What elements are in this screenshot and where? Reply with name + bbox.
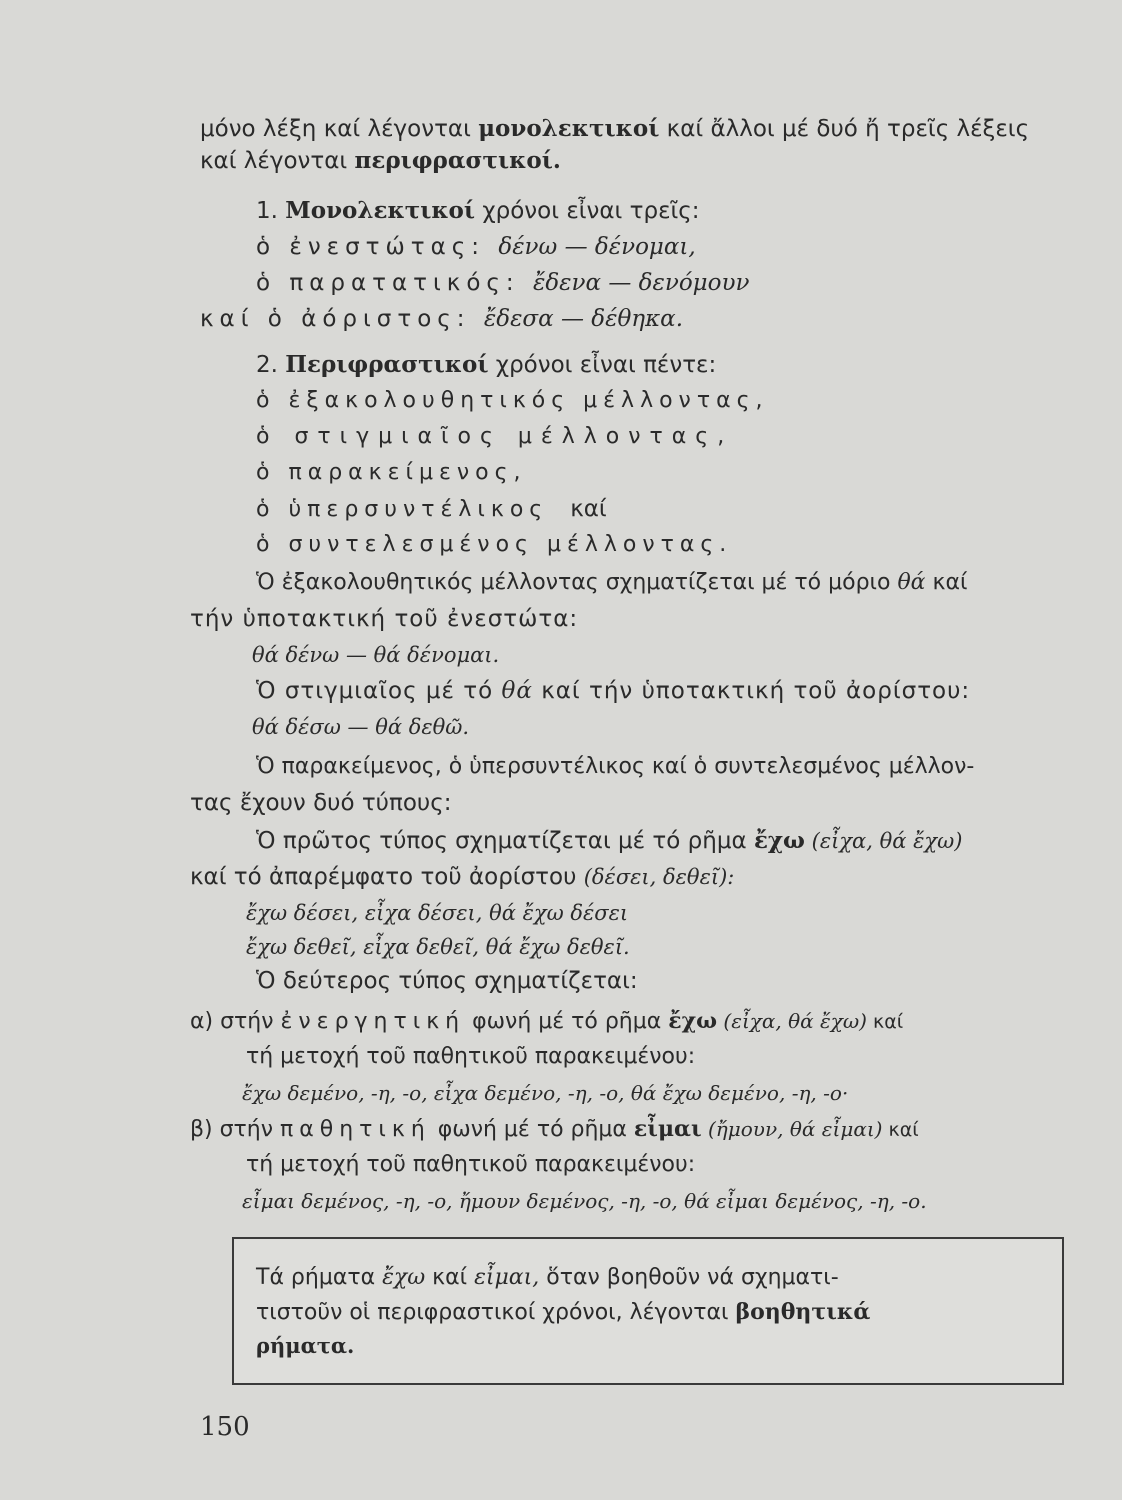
tense-line: ὁ παρακείμενος, bbox=[256, 460, 527, 485]
example-line: θά δένω — θά δένομαι. bbox=[252, 643, 500, 667]
note-line: Τά ρήματα ἔχω καί εἶμαι, ὅταν βοηθοῦν νά σχηματι- bbox=[256, 1265, 839, 1290]
example-line: ἔχω δέσει, εἶχα δέσει, θά ἔχω δέσει bbox=[246, 901, 629, 925]
term-perifrastikoi: περιφραστικοί. bbox=[354, 147, 561, 174]
text-line: καί λέγονται περιφραστικοί. bbox=[200, 147, 561, 174]
section-1-heading: 1. Μονολεκτικοί χρόνοι εἶναι τρεῖς: bbox=[256, 197, 700, 224]
note-line: ρήματα. bbox=[256, 1333, 355, 1358]
example-line: θά δέσω — θά δεθῶ. bbox=[252, 715, 470, 739]
text-line: μόνο λέξη καί λέγονται μονολεκτικοί καί ἄλλοι μέ δυό ἤ τρεῖς λέξεις bbox=[200, 115, 1030, 142]
tense-line: ὁ στιγμιαῖος μέλλοντας, bbox=[256, 424, 734, 449]
text-line: τας ἔχουν δυό τύπους: bbox=[190, 790, 452, 816]
example-line: ἔχω δεθεῖ, εἶχα δεθεῖ, θά ἔχω δεθεῖ. bbox=[246, 935, 630, 959]
text-line: Ὁ πρῶτος τύπος σχηματίζεται μέ τό ρῆμα ἔχω (εἶχα, θά ἔχω) bbox=[256, 827, 963, 854]
page-number: 150 bbox=[200, 1412, 250, 1442]
note-box bbox=[232, 1237, 1064, 1385]
term-monolektikoi: μονολεκτικοί bbox=[478, 115, 660, 142]
text-line: καί τό ἀπαρέμφατο τοῦ ἀορίστου (δέσει, δεθεῖ): bbox=[190, 864, 735, 890]
tense-line: ὁ συντελεσμένος μέλλοντας. bbox=[256, 532, 733, 557]
term-voithitika: βοηθητικά bbox=[735, 1299, 871, 1325]
text-line: τήν ὑποτακτική τοῦ ἐνεστώτα: bbox=[190, 606, 579, 632]
text-line: Ὁ παρακείμενος, ὁ ὑπερσυντέλικος καί ὁ συντελεσμένος μέλλον- bbox=[256, 754, 975, 779]
example-line: ἔχω δεμένο, -η, -ο, εἶχα δεμένο, -η, -ο, θά ἔχω δεμένο, -η, -ο· bbox=[242, 1081, 849, 1105]
tense-line: καί ὁ ἀόριστος: ἔδεσα — δέθηκα. bbox=[200, 306, 684, 332]
tense-line: ὁ παρατατικός: ἔδενα — δενόμουν bbox=[256, 270, 750, 296]
text-line: Ὁ δεύτερος τύπος σχηματίζεται: bbox=[256, 968, 638, 994]
text-line: τή μετοχή τοῦ παθητικοῦ παρακειμένου: bbox=[246, 1152, 696, 1177]
section-2-heading: 2. Περιφραστικοί χρόνοι εἶναι πέντε: bbox=[256, 351, 717, 378]
example-line: εἶμαι δεμένος, -η, -ο, ἤμουν δεμένος, -η, -ο, θά εἶμαι δεμένος, -η, -ο. bbox=[242, 1189, 927, 1213]
text-line: τή μετοχή τοῦ παθητικοῦ παρακειμένου: bbox=[246, 1044, 696, 1069]
tense-line: ὁ ὑπερσυντέλικος καί bbox=[256, 496, 607, 522]
note-line: τιστοῦν οἱ περιφραστικοί χρόνοι, λέγονται βοηθητικά bbox=[256, 1299, 871, 1325]
tense-line: ὁ ἐξακολουθητικός μέλλοντας, bbox=[256, 388, 769, 413]
list-item-b: β) στήν παθητική φωνή μέ τό ρῆμα εἶμαι (ἤμουν, θά εἶμαι) καί bbox=[190, 1116, 919, 1142]
text-line: Ὁ ἐξακολουθητικός μέλλοντας σχηματίζεται μέ τό μόριο θά καί bbox=[256, 570, 968, 595]
list-item-a: α) στήν ἐνεργητική φωνή μέ τό ρῆμα ἔχω (εἶχα, θά ἔχω) καί bbox=[190, 1008, 904, 1034]
tense-line: ὁ ἐνεστώτας: δένω — δένομαι, bbox=[256, 234, 696, 260]
text-line: Ὁ στιγμιαῖος μέ τό θά καί τήν ὑποτακτική τοῦ ἀορίστου: bbox=[256, 678, 971, 704]
